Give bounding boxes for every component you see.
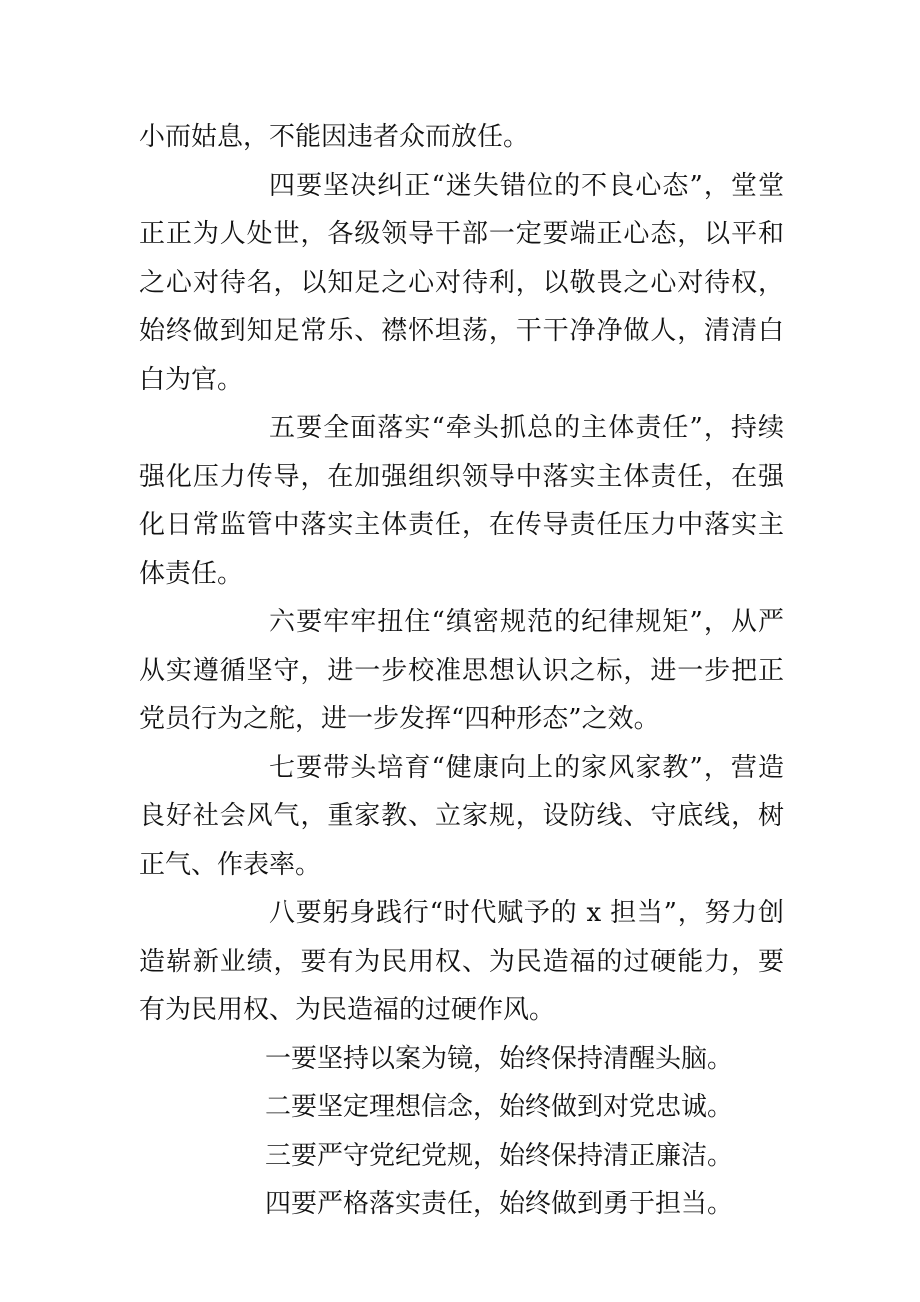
paragraph-summary-three: 三要严守党纪党规，始终保持清正廉洁。 (265, 1140, 734, 1171)
paragraph-continuation: 小而姑息，不能因违者众而放任。 (139, 122, 530, 152)
paragraph-point-five: 五要全面落实“牵头抓总的主体责任”，持续强化压力传导，在加强组织领导中落实主体责任，在强化日常监管中落实主体责任，在传导责任压力中落实主体责任。 (139, 413, 784, 589)
paragraph-point-four: 四要坚决纠正“迷失错位的不良心态”，堂堂正正为人处世，各级领导干部一定要端正心态，以平和之心对待名，以知足之心对待利，以敬畏之心对待权，始终做到知足常乐、襟怀坦荡，干干净净做人，清清白白为官。 (139, 170, 784, 395)
document-body (139, 113, 784, 1229)
paragraph-summary-four: 四要严格落实责任，始终做到勇于担当。 (265, 1189, 734, 1219)
paragraph-summary-two: 二要坚定理想信念，始终做到对党忠诚。 (265, 1092, 734, 1122)
paragraph-point-eight: 八要躬身践行“时代赋予的 x 担当”，努力创造崭新业绩，要有为民用权、为民造福的过硬能力，要有为民用权、为民造福的过硬作风。 (139, 898, 784, 1025)
paragraph-summary-one: 一要坚持以案为镜，始终保持清醒头脑。 (265, 1043, 734, 1074)
paragraph-point-six: 六要牢牢扭住“缜密规范的纪律规矩”，从严从实遵循坚守，进一步校准思想认识之标，进一步把正党员行为之舵，进一步发挥“四种形态”之效。 (139, 607, 784, 734)
paragraph-point-seven: 七要带头培育“健康向上的家风家教”，营造良好社会风气，重家教、立家规，设防线、守底线，树正气、作表率。 (139, 752, 784, 880)
